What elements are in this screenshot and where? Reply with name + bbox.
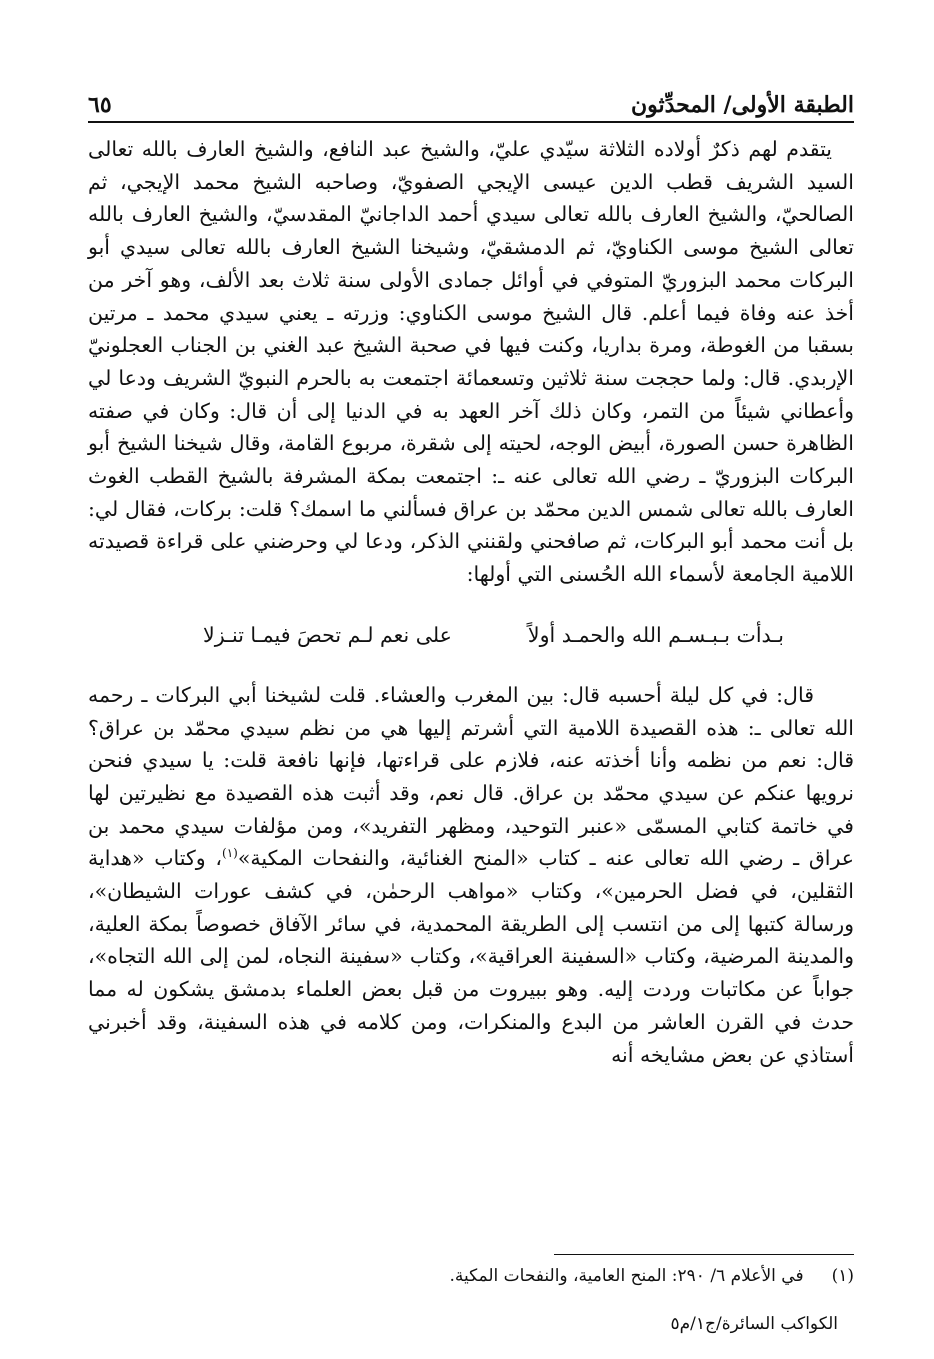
paragraph-2-part-2: ، وكتاب «هداية الثقلين، في فضل الحرمين»، وكتاب «مواهب الرحمٰن، في كشف عورات الشيطان»، ورسالة كتبها إلى من انتسب إلى الطريقة المحمدية، في سائر الآفاق خصوصاً بمكة العلية، والمدينة المرضية، وكتاب «السفينة العراقية»، وكتاب «سفينة النجاه، لمن إلى الله التجاه»، جواباً عن مكاتبات وردت إليه. وهو ببيروت من قبل بعض العلماء بدمشق يشكون له مما حدث في القرن العاشر من البدع والمنكرات، ومن كلامه في هذه السفينة، وقد أخبرني أستاذي عن بعض مشايخه أنه [88,846,854,1067]
paragraph-1: يتقدم لهم ذكرٌ أولاده الثلاثة سيّدي عليّ، والشيخ عبد النافع، والشيخ العارف بالله تعالى السيد الشريف قطب الدين عيسى الإيجي الصفويّ، وصاحبه الشيخ محمد الإيجي، ثم الصالحيّ، والشيخ العارف بالله تعالى سيدي أحمد الداجانيّ المقدسيّ، والشيخ العارف بالله تعالى الشيخ موسى الكناويّ، ثم الدمشقيّ، وشيخنا الشيخ العارف بالله تعالى سيدي أبو البركات محمد البزوريّ المتوفي في أوائل جمادى الأولى سنة ثلاث بعد الألف، وهو آخر من أخذ عنه وفاة فيما أعلم. قال الشيخ موسى الكناوي: وزرته ـ يعني سيدي محمد ـ مرتين بسقبا من الغوطة، ومرة بداريا، وكنت فيها في صحبة الشيخ عبد الغني بن الجناب العجلونيّ الإربدي. قال: ولما حججت سنة ثلاثين وتسعمائة اجتمعت به بالحرم النبويّ الشريف ودعا لي وأعطاني شيئاً من التمر، وكان ذلك آخر العهد به في الدنيا إلى أن قال: وكان في صفته الظاهرة حسن الصورة، أبيض الوجه، لحيته إلى شقرة، مربوع القامة، وقال شيخنا الشيخ أبو البركات البزوريّ ـ رضي الله تعالى عنه ـ: اجتمعت بمكة المشرفة بالشيخ القطب الغوث العارف بالله تعالى شمس الدين محمّد بن عراق فسألني ما اسمك؟ قلت: بركات، فقال لي: بل أنت محمد أبو البركات، ثم صافحني ولقنني الذكر، ودعا لي وحرضني على قراءة قصيدته اللامية الجامعة لأسماء الله الحُسنى التي أولها: [88,137,855,587]
footnote-rule [554,1254,854,1255]
poetry-verse [88,619,854,651]
footnote-reference[interactable]: (١) [222,846,238,861]
page-number: ٦٥ [88,92,112,118]
footnote-marker: (١) [831,1266,854,1286]
chapter-title: الطبقة الأولى/ المحدِّثون [630,92,854,118]
footnote-text: في الأعلام ٦/ ٢٩٠: المنح العامية، والنفحات المكية. [449,1266,804,1286]
paragraph-2-part-1: قال: في كل ليلة أحسبه قال: بين المغرب والعشاء. قلت لشيخنا أبي البركات ـ رحمه الله تعالى ـ: هذه القصيدة اللامية التي أشرتم إليها هي من نظم سيدي محمّد بن عراق؟ قال: نعم من نظمه وأنا أخذته عنه، فلازم على قراءتها، فإنها نافعة قلت: يا سيدي فنحن نرويها عنكم عن سيدي محمّد بن عراق. قال نعم، وقد أثبت هذه القصيدة مع نظيرتين لها في خاتمة كتابي المسمّى «عنبر التوحيد، ومظهر التفريد»، ومن مؤلفات سيدي محمد بن عراق ـ رضي الله تعالى عنه ـ كتاب «المنح الغنائية، والنفحات المكية» [88,682,855,871]
running-header [88,78,854,118]
footnote [88,1262,854,1290]
header-rule [88,121,854,123]
verse-first-hemistich: بـدأت بـبـسـم الله والحمـد أولاً [527,622,784,647]
paragraph-2 [88,679,854,1071]
printer-signature: الكواكب السائرة/ج١/م٥ [670,1314,838,1334]
main-text [88,133,854,1071]
verse-second-hemistich: على نعم لـم تحصَ فيمـا تنـزلا [203,622,452,647]
